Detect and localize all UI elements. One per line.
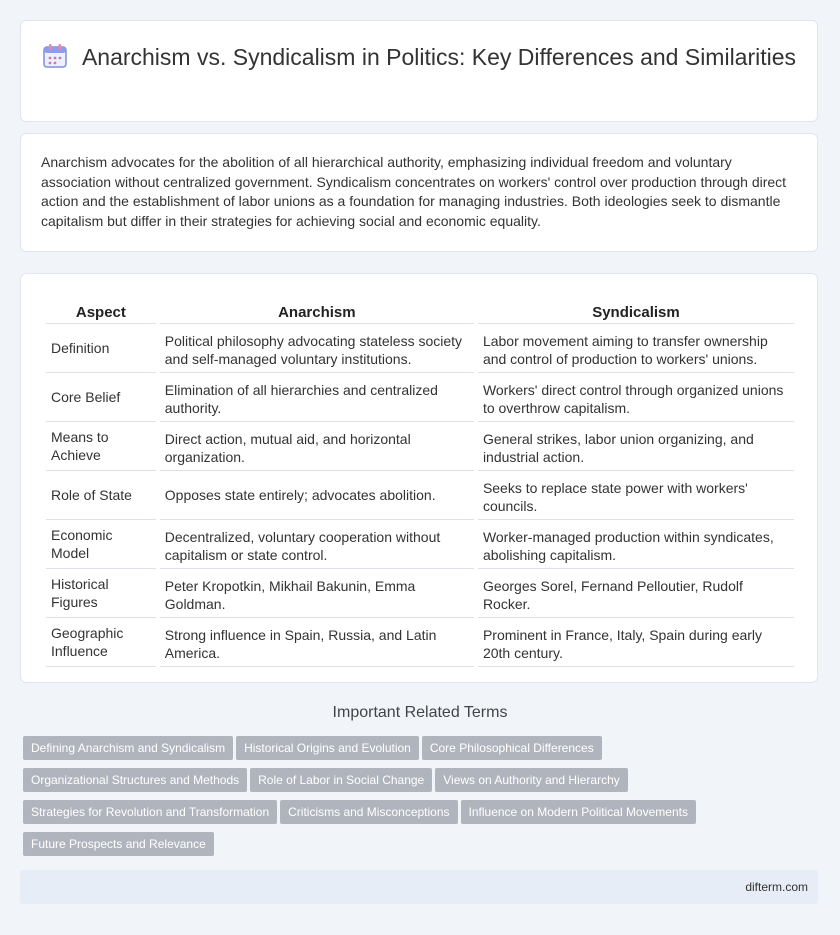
- related-term-tag[interactable]: Criticisms and Misconceptions: [280, 800, 457, 824]
- intro-card: [20, 133, 818, 252]
- row-anarchism: Opposes state entirely; advocates abolition.: [160, 471, 474, 520]
- row-anarchism: Elimination of all hierarchies and centralized authority.: [160, 373, 474, 422]
- calendar-icon: [42, 43, 68, 69]
- column-header-syndicalism: Syndicalism: [478, 295, 794, 324]
- row-anarchism: Direct action, mutual aid, and horizontal organization.: [160, 422, 474, 471]
- related-term-tag[interactable]: Role of Labor in Social Change: [250, 768, 432, 792]
- comparison-table-card: [20, 273, 818, 683]
- table-row: [46, 471, 794, 520]
- related-terms-list: [23, 736, 823, 864]
- row-syndicalism: Georges Sorel, Fernand Pelloutier, Rudolf Rocker.: [478, 569, 794, 618]
- row-anarchism: Peter Kropotkin, Mikhail Bakunin, Emma Goldman.: [160, 569, 474, 618]
- row-aspect: Means to Achieve: [46, 422, 156, 471]
- page-title: [21, 43, 817, 72]
- title-card: [20, 20, 818, 122]
- table-row: [46, 324, 794, 373]
- column-header-anarchism: Anarchism: [160, 295, 474, 324]
- table-row: [46, 422, 794, 471]
- row-aspect: Economic Model: [46, 520, 156, 569]
- related-term-tag[interactable]: Strategies for Revolution and Transformation: [23, 800, 277, 824]
- row-syndicalism: Workers' direct control through organized unions to overthrow capitalism.: [478, 373, 794, 422]
- related-term-tag[interactable]: Core Philosophical Differences: [422, 736, 602, 760]
- footer-site-link[interactable]: difterm.com: [745, 880, 808, 894]
- related-term-tag[interactable]: Views on Authority and Hierarchy: [435, 768, 628, 792]
- row-aspect: Role of State: [46, 471, 156, 520]
- table-row: [46, 373, 794, 422]
- row-syndicalism: Labor movement aiming to transfer ownership and control of production to workers' unions.: [478, 324, 794, 373]
- related-term-tag[interactable]: Influence on Modern Political Movements: [461, 800, 696, 824]
- row-anarchism: Political philosophy advocating stateless society and self-managed voluntary institutions.: [160, 324, 474, 373]
- related-term-tag[interactable]: Future Prospects and Relevance: [23, 832, 214, 856]
- intro-paragraph: Anarchism advocates for the abolition of all hierarchical authority, emphasizing individual freedom and voluntary association without centralized government. Syndicalism concentrates on workers' control over production through direct action and the establishment of labor unions as a foundation for managing industries. Both ideologies seek to dismantle capitalism but differ in their strategies for achieving social and economic equality.: [41, 154, 787, 229]
- table-header-row: [46, 295, 794, 324]
- row-syndicalism: Prominent in France, Italy, Spain during early 20th century.: [478, 618, 794, 667]
- footer: [20, 870, 818, 904]
- row-aspect: Geographic Influence: [46, 618, 156, 667]
- row-aspect: Core Belief: [46, 373, 156, 422]
- row-aspect: Definition: [46, 324, 156, 373]
- related-term-tag[interactable]: Historical Origins and Evolution: [236, 736, 419, 760]
- comparison-table: [42, 295, 798, 667]
- related-term-tag[interactable]: Defining Anarchism and Syndicalism: [23, 736, 233, 760]
- row-syndicalism: Seeks to replace state power with workers' councils.: [478, 471, 794, 520]
- table-row: [46, 520, 794, 569]
- row-anarchism: Strong influence in Spain, Russia, and Latin America.: [160, 618, 474, 667]
- page-title-text: Anarchism vs. Syndicalism in Politics: Key Differences and Similarities: [81, 44, 797, 70]
- table-row: [46, 569, 794, 618]
- column-header-aspect: Aspect: [46, 295, 156, 324]
- related-term-tag[interactable]: Organizational Structures and Methods: [23, 768, 247, 792]
- row-syndicalism: Worker-managed production within syndicates, abolishing capitalism.: [478, 520, 794, 569]
- row-aspect: Historical Figures: [46, 569, 156, 618]
- table-row: [46, 618, 794, 667]
- row-syndicalism: General strikes, labor union organizing, and industrial action.: [478, 422, 794, 471]
- related-terms-heading: Important Related Terms: [332, 704, 508, 721]
- row-anarchism: Decentralized, voluntary cooperation without capitalism or state control.: [160, 520, 474, 569]
